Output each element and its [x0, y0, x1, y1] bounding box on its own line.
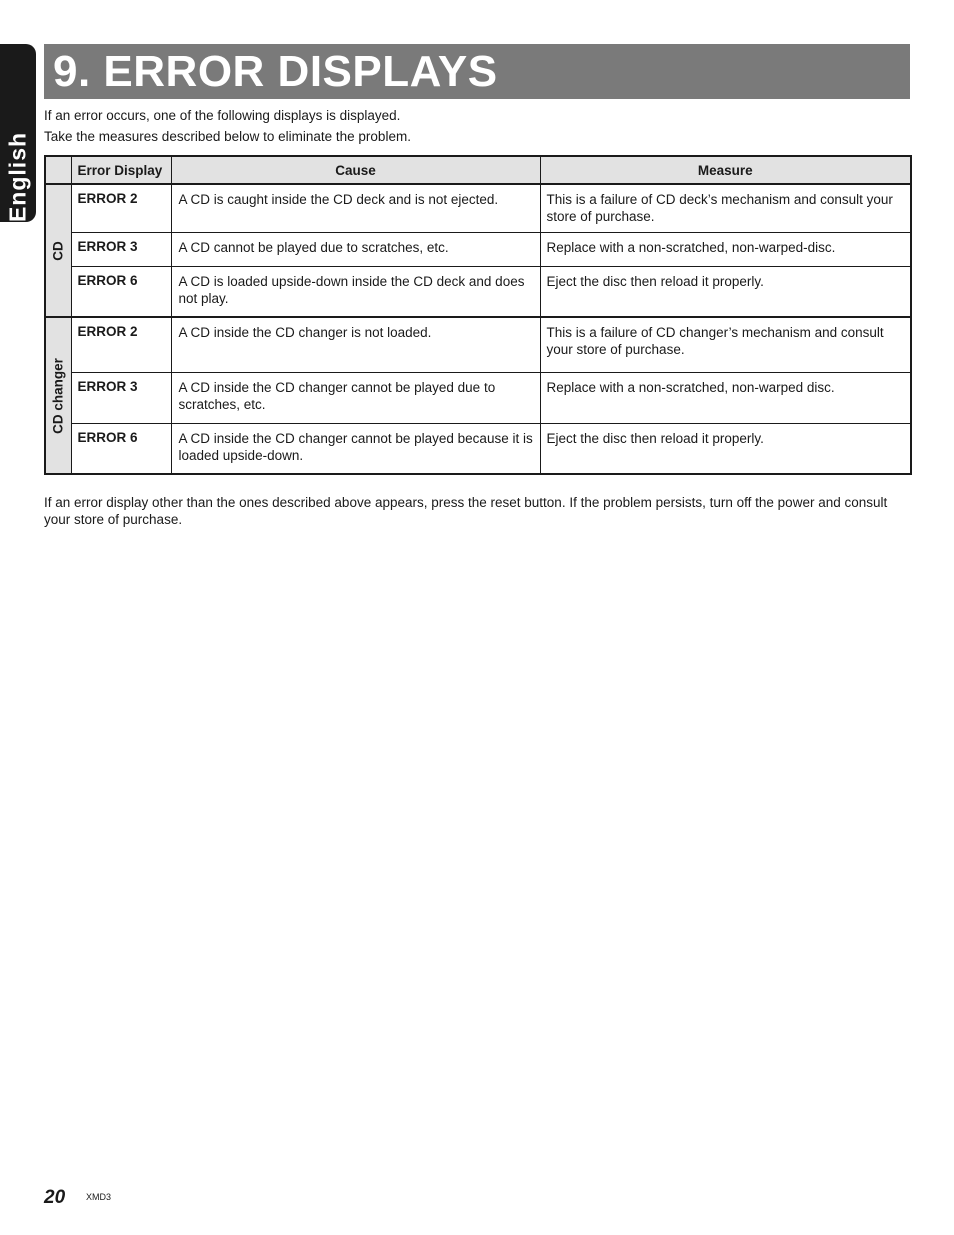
error-cause: A CD inside the CD changer cannot be played because it is loaded upside-down. — [171, 424, 540, 475]
header-error-display: Error Display — [71, 156, 171, 184]
language-tab — [0, 44, 36, 222]
error-table — [44, 155, 912, 475]
error-cause: A CD cannot be played due to scratches, etc. — [171, 233, 540, 267]
error-code: ERROR 6 — [71, 424, 171, 475]
table-row — [45, 184, 911, 233]
footnote-paragraph: If an error display other than the ones described above appears, press the reset button. If the problem persists, turn off the power and consult your store of purchase. — [44, 495, 888, 527]
table-row — [45, 373, 911, 424]
table-row — [45, 317, 911, 373]
group-cell-cd-changer — [45, 317, 71, 474]
error-measure: Replace with a non-scratched, non-warped-disc. — [540, 233, 911, 267]
language-tab-label: English — [4, 131, 31, 223]
error-code: ERROR 3 — [71, 373, 171, 424]
error-measure: Replace with a non-scratched, non-warped disc. — [540, 373, 911, 424]
table-row — [45, 424, 911, 475]
page-number: 20 — [44, 1187, 66, 1208]
error-cause: A CD inside the CD changer cannot be played due to scratches, etc. — [171, 373, 540, 424]
table-row — [45, 233, 911, 267]
group-label-cd-changer: CD changer — [50, 357, 66, 434]
error-measure: This is a failure of CD deck’s mechanism and consult your store of purchase. — [540, 184, 911, 233]
group-label-cd: CD — [50, 240, 66, 261]
section-title: 9. ERROR DISPLAYS — [53, 47, 498, 96]
error-cause: A CD is loaded upside-down inside the CD deck and does not play. — [171, 267, 540, 318]
error-code: ERROR 3 — [71, 233, 171, 267]
header-cause: Cause — [171, 156, 540, 184]
table-row — [45, 267, 911, 318]
group-cell-cd — [45, 184, 71, 317]
model-code: XMD3 — [86, 1192, 112, 1202]
header-group-cell — [45, 156, 71, 184]
error-measure: Eject the disc then reload it properly. — [540, 424, 911, 475]
header-measure: Measure — [540, 156, 911, 184]
error-cause: A CD inside the CD changer is not loaded. — [171, 317, 540, 373]
error-code: ERROR 6 — [71, 267, 171, 318]
section-title-bar — [44, 44, 910, 99]
intro-line-2: Take the measures described below to eliminate the problem. — [44, 129, 411, 144]
intro-line-1: If an error occurs, one of the following displays is displayed. — [44, 108, 401, 123]
error-code: ERROR 2 — [71, 184, 171, 233]
error-code: ERROR 2 — [71, 317, 171, 373]
error-cause: A CD is caught inside the CD deck and is not ejected. — [171, 184, 540, 233]
error-measure: Eject the disc then reload it properly. — [540, 267, 911, 318]
error-measure: This is a failure of CD changer’s mechanism and consult your store of purchase. — [540, 317, 911, 373]
table-header-row — [45, 156, 911, 184]
